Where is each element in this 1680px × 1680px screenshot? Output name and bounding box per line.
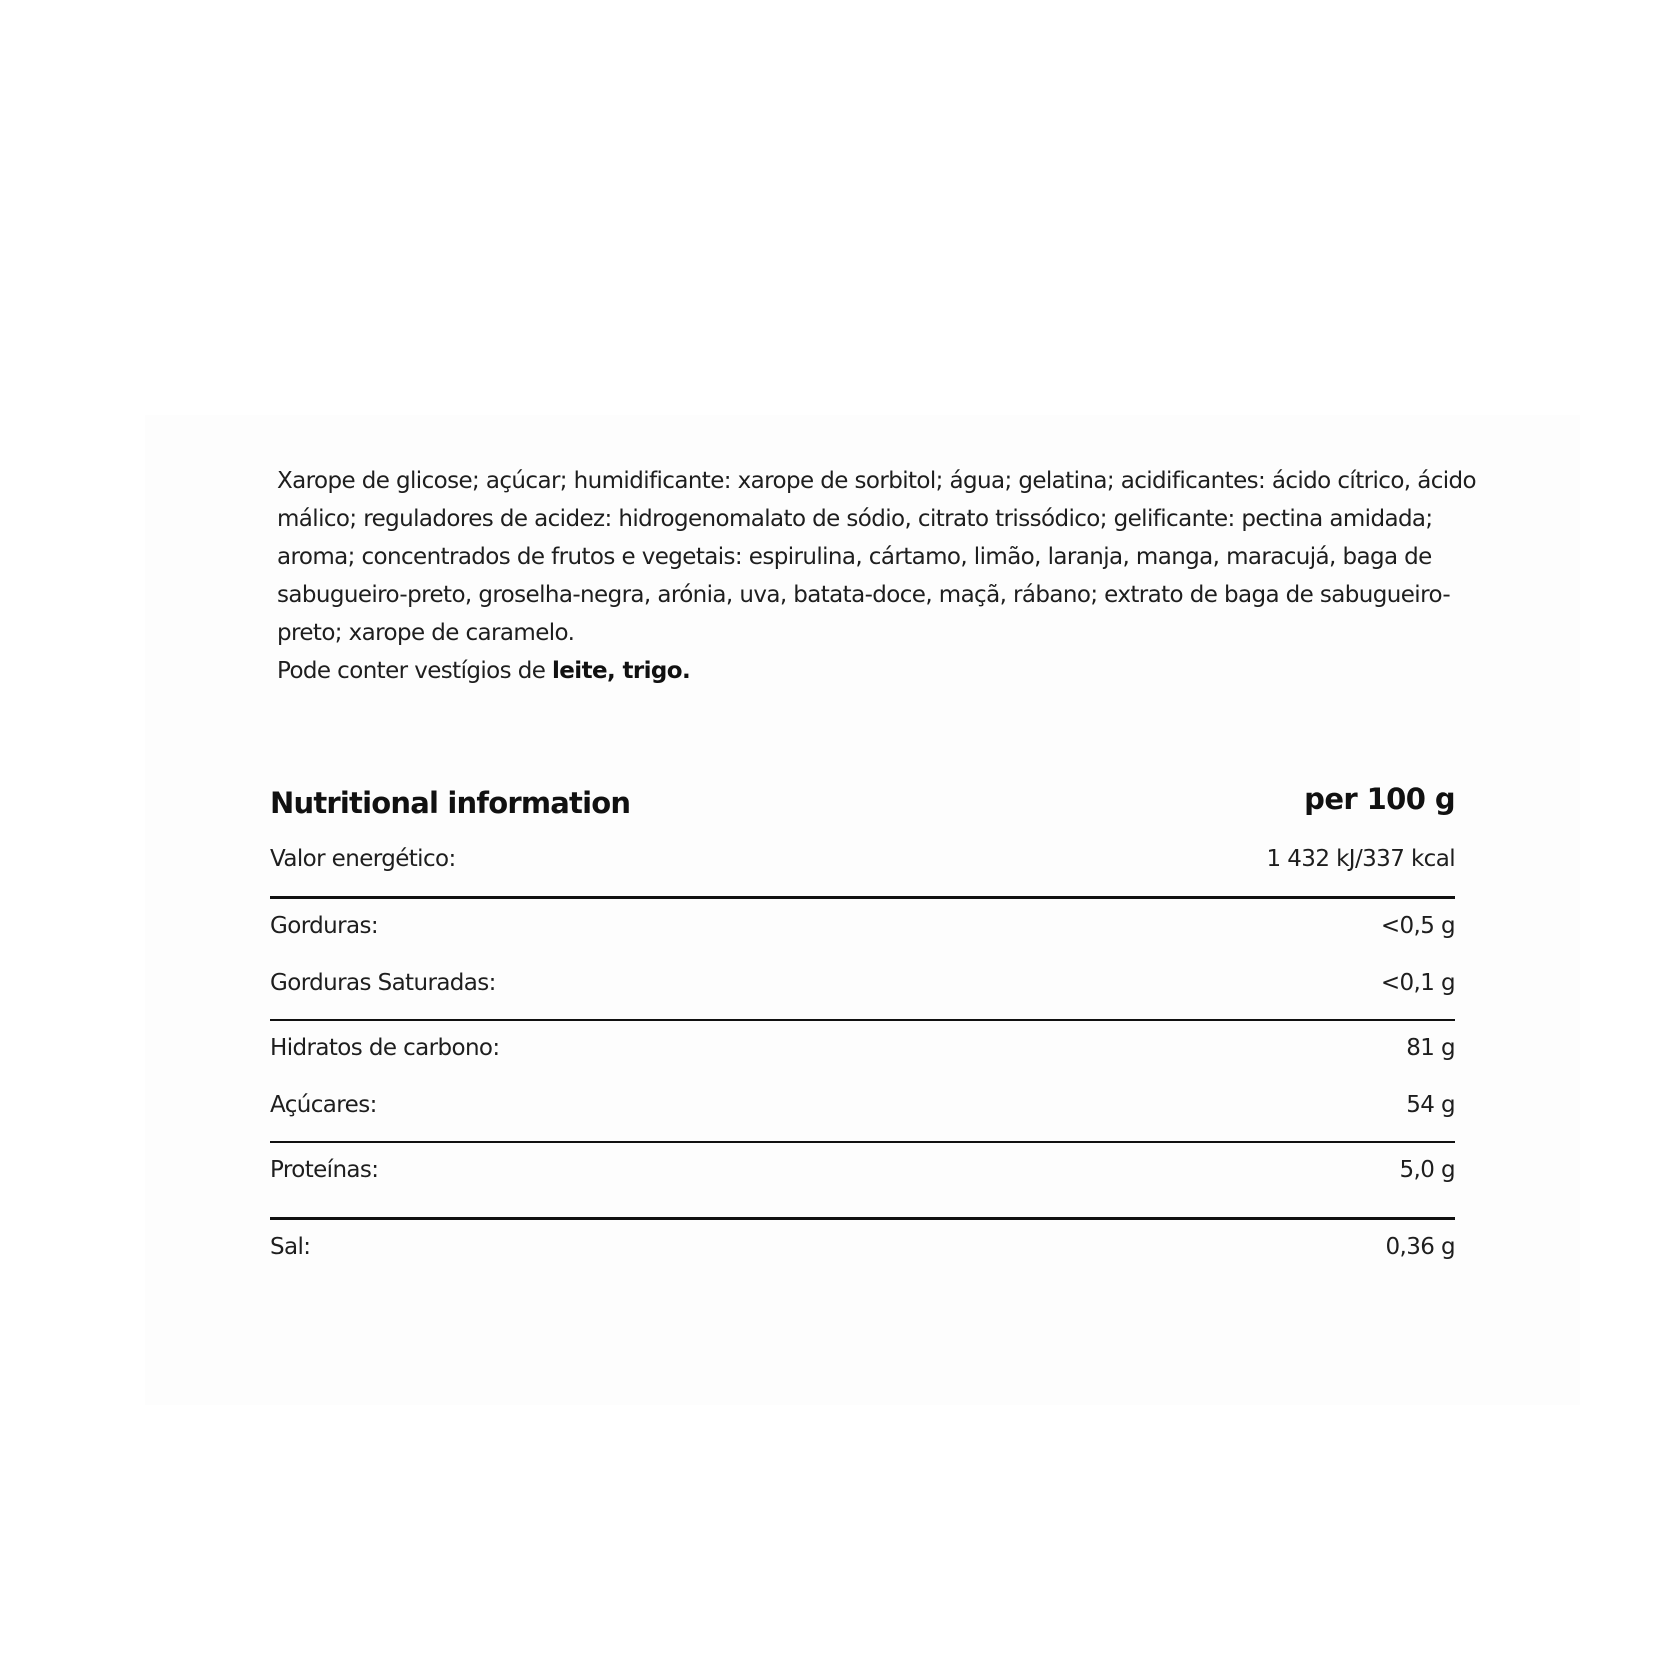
nutrition-title: Nutritional information (270, 786, 631, 820)
nutrient-value: 1 432 kJ/337 kcal (1266, 846, 1455, 872)
nutrition-header (270, 782, 1455, 832)
nutrient-value: 5,0 g (1399, 1157, 1455, 1183)
allergen-prefix: Pode conter vestígios de (277, 658, 546, 684)
nutrient-label: Hidratos de carbono: (270, 1035, 500, 1061)
nutrient-label: Proteínas: (270, 1157, 379, 1183)
nutrition-per-label: per 100 g (1304, 782, 1455, 816)
nutrient-label: Açúcares: (270, 1092, 377, 1118)
nutrient-label: Sal: (270, 1234, 311, 1260)
nutrient-value: 81 g (1406, 1035, 1455, 1061)
nutrient-label: Gorduras: (270, 913, 379, 939)
allergen-list: leite, trigo. (552, 658, 691, 684)
ingredients-text: Xarope de glicose; açúcar; humidificante: xarope de sorbitol; água; gelatina; acidificantes: ácido cítrico, ácido málico; reguladores de acidez: hidrogenomalato de sódio, citrato trissódico; gelificante: pectina amidada; aroma; concentrados de frutos e vegetais: espirulina, cártamo, limão, laranja, manga, maracujá, baga de sabugueiro-preto, groselha-negra, arónia, uva, batata-doce, maçã, rábano; extrato de baga de sabugueiro-preto; xarope de caramelo. (277, 468, 1477, 646)
nutrient-value: <0,1 g (1380, 970, 1455, 996)
nutrient-value: <0,5 g (1380, 913, 1455, 939)
nutrient-value: 54 g (1406, 1092, 1455, 1118)
nutrition-row-salt (270, 1220, 1455, 1277)
nutrient-label: Gorduras Saturadas: (270, 970, 496, 996)
nutrition-row-saturated-fat (270, 956, 1455, 1019)
allergen-statement (277, 652, 1507, 690)
nutrition-row-energy (270, 832, 1455, 896)
nutrition-row-protein (270, 1143, 1455, 1217)
nutrient-value: 0,36 g (1385, 1234, 1455, 1260)
nutrient-label: Valor energético: (270, 846, 456, 872)
nutrition-row-carbohydrates (270, 1021, 1455, 1078)
nutrition-row-sugars (270, 1078, 1455, 1141)
ingredients-section (277, 462, 1507, 690)
nutrition-table (270, 782, 1455, 1277)
nutrition-row-fat (270, 899, 1455, 956)
